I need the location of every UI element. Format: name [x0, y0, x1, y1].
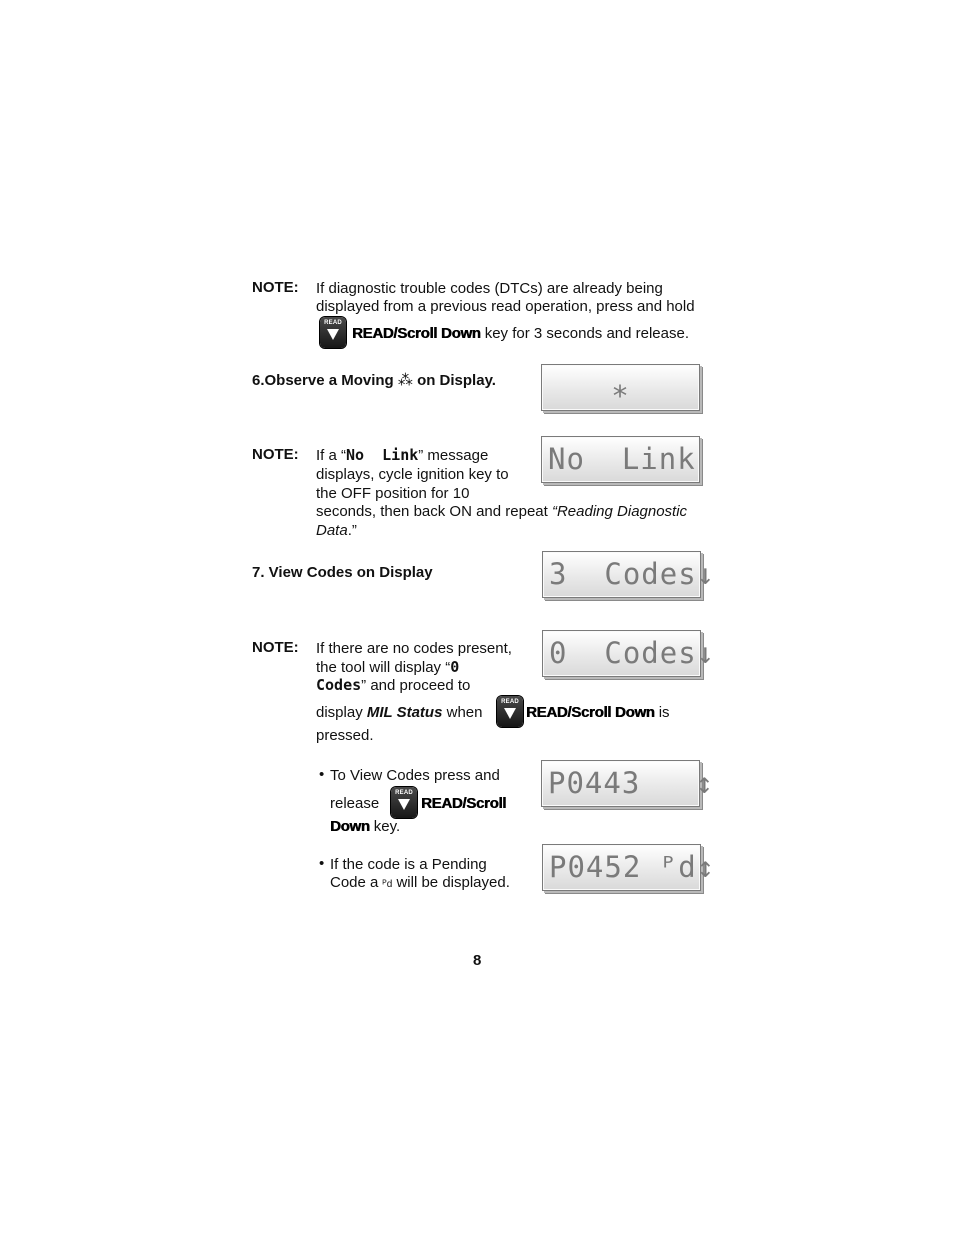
bullet-text-line [330, 873, 510, 894]
lcd-inline-text: Codes [316, 676, 362, 694]
text: Code a [330, 874, 383, 891]
read-key-icon [391, 787, 417, 818]
note-text-line: If diagnostic trouble codes (DTCs) are already being [316, 280, 663, 297]
text: is [654, 704, 670, 721]
note-text-line [526, 703, 670, 722]
italic-text: “Reading Diagnostic [551, 503, 688, 520]
lcd-text: 0 Codes↓ [549, 636, 716, 670]
lcd-text: 3 Codes↓ [549, 557, 716, 591]
read-key-text: READ [395, 790, 413, 796]
lcd-display [541, 760, 715, 807]
bullet-text-line [330, 817, 400, 836]
note-text-line [316, 703, 482, 722]
lcd-text: ⁎ [612, 370, 629, 404]
arrow-down-icon [327, 329, 339, 340]
note-text-line [316, 521, 357, 540]
pending-code-icon: ᴾd [382, 879, 393, 890]
read-key-icon [320, 317, 346, 348]
lcd-inline-text: No Link [346, 446, 419, 464]
step-heading: 7. View Codes on Display [252, 564, 433, 581]
lcd-text: P0443 ↕ [548, 766, 715, 800]
lcd-display [542, 844, 716, 891]
note-text-line: pressed. [316, 727, 374, 744]
read-key-text: READ [324, 320, 342, 326]
lcd-inline-text: 0 [450, 658, 460, 676]
mil-status-text: MIL Status [366, 704, 443, 721]
text: seconds, then back ON and repeat [316, 503, 552, 520]
asterisk-symbol-icon: ⁂ [397, 372, 413, 389]
note-text-line: displays, cycle ignition key to [316, 466, 509, 483]
bullet-text-line: release [330, 795, 380, 812]
lcd-text: P0452 ᴾd↕ [549, 850, 716, 884]
text: ” message [418, 447, 489, 464]
read-scroll-label [421, 794, 506, 813]
bullet-dot: • [319, 766, 325, 783]
note-text-line [316, 446, 488, 465]
note-text-line [316, 658, 459, 677]
read-scroll-down-label: READ/Scroll [421, 795, 507, 812]
note-label: NOTE: [252, 639, 299, 656]
note-text-line: displayed from a previous read operation, press and hold [316, 298, 695, 315]
italic-text: Data [316, 522, 348, 539]
arrow-down-icon [504, 708, 516, 719]
note-text-tail: key for 3 seconds and release. [484, 325, 690, 342]
read-scroll-down-label: READ/Scroll Down [352, 325, 481, 342]
step-text: on Display. [417, 372, 496, 389]
bullet-text-line: To View Codes press and [330, 767, 500, 784]
read-key-icon [497, 696, 523, 727]
read-scroll-down-label: Down [330, 818, 370, 835]
text: the tool will display “ [316, 659, 451, 676]
text: ” and proceed to [361, 677, 471, 694]
text: .” [347, 522, 357, 539]
page-number: 8 [473, 952, 482, 969]
step-text: 6.Observe a Moving [252, 372, 394, 389]
note-label: NOTE: [252, 446, 299, 463]
note-text-line: the OFF position for 10 [316, 485, 470, 502]
lcd-display [542, 630, 716, 677]
text: will be displayed. [392, 874, 510, 891]
text: display [316, 704, 367, 721]
text: key. [369, 818, 401, 835]
note-text-line: If there are no codes present, [316, 640, 512, 657]
text: If a “ [316, 447, 347, 464]
lcd-text: No Link [548, 442, 696, 476]
read-key-text: READ [501, 699, 519, 705]
lcd-display [541, 436, 700, 483]
note-text-line [316, 502, 687, 521]
step-heading [252, 371, 496, 389]
read-scroll-down-label: READ/Scroll Down [526, 704, 655, 721]
text: when [442, 704, 483, 721]
arrow-down-icon [398, 799, 410, 810]
note-label: NOTE: [252, 279, 299, 296]
lcd-display [542, 551, 716, 598]
lcd-display [541, 364, 700, 411]
bullet-dot: • [319, 855, 325, 872]
note-text-line [316, 676, 470, 695]
bullet-text-line: If the code is a Pending [330, 856, 487, 873]
note-text-line [352, 324, 689, 343]
